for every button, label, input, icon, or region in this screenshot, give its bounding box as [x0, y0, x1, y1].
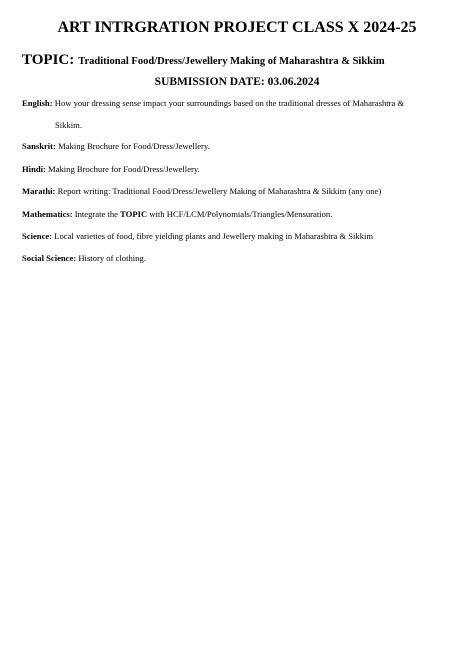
subject-text: How your dressing sense impact your surroundings based on the traditional dresses of Maharashtra & [54, 98, 405, 108]
subject-text: Local varieties of food, fibre yielding plants and Jewellery making in Maharashtra & Sikkim [54, 231, 374, 241]
page-title: ART INTRGRATION PROJECT CLASS X 2024-25 [57, 19, 417, 36]
submission-date: SUBMISSION DATE: 03.06.2024 [154, 76, 320, 88]
subject-mathematics [22, 209, 332, 220]
subject-label: Hindi: [22, 164, 46, 174]
subject-text: Making Brochure for Food/Dress/Jewellery. [58, 141, 210, 151]
subject-bold-word: TOPIC [120, 209, 148, 219]
subject-label: Marathi: [22, 186, 56, 196]
subject-label: English: [22, 98, 53, 108]
subject-marathi [22, 186, 381, 197]
subject-label: Mathematics: [22, 209, 73, 219]
subject-text-continued: Sikkim. [55, 120, 82, 130]
subject-science [22, 231, 373, 242]
subject-sanskrit [22, 141, 210, 152]
subject-text: Report writing: Traditional Food/Dress/Jewellery Making of Maharashtra & Sikkim (any one) [57, 186, 382, 196]
subject-label: Science: [22, 231, 53, 241]
subject-text: History of clothing. [78, 253, 146, 263]
subject-english [22, 98, 404, 131]
topic-text: Traditional Food/Dress/Jewellery Making of Maharashtra & Sikkim [78, 56, 385, 67]
topic-label: TOPIC: [22, 52, 75, 68]
subject-text: Making Brochure for Food/Dress/Jewellery. [48, 164, 200, 174]
subject-label: Sanskrit: [22, 141, 56, 151]
topic-line [22, 51, 385, 69]
subject-hindi [22, 164, 200, 175]
subject-label: Social Science: [22, 253, 77, 263]
subject-text-before: Integrate the [74, 209, 118, 219]
subject-social-science [22, 253, 146, 264]
subject-text-after: with HCF/LCM/Polynomials/Triangles/Mensuration. [149, 209, 333, 219]
